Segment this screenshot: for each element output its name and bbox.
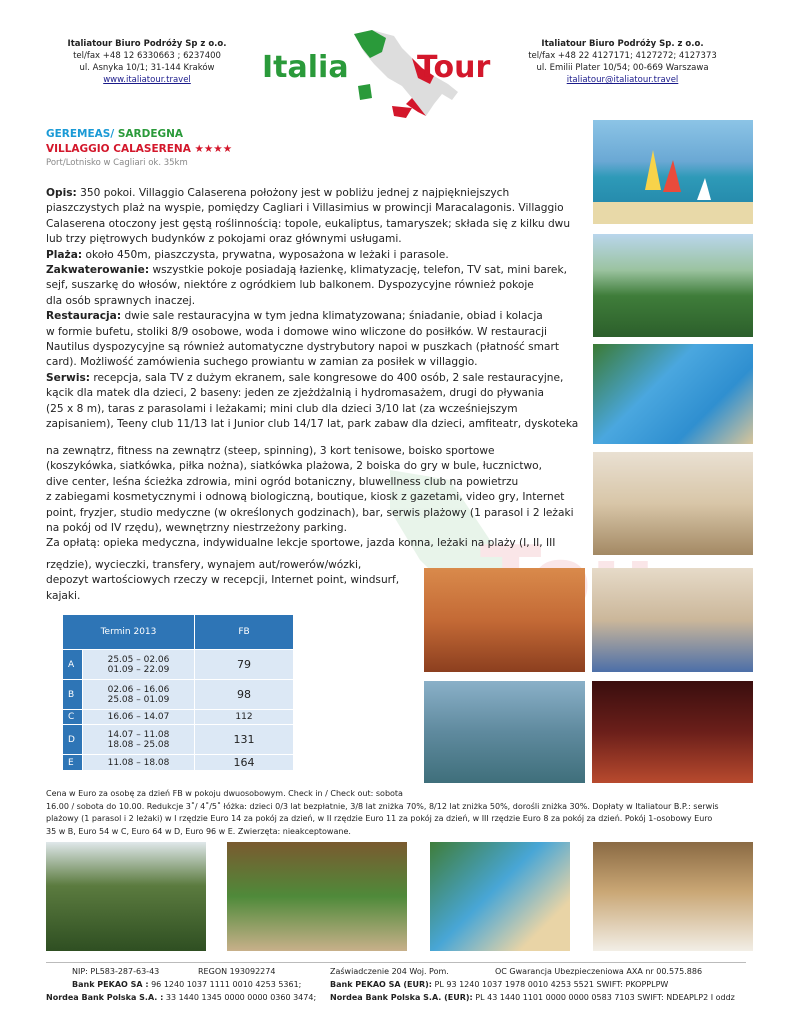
serwis-text: recepcja, sala TV z dużym ekranem, sale kongresowe do 400 osób, 2 sale restauracyjne, kącik dla matek dla dzieci, 2 baseny: jeden ze zjeżdżalnią i hydromasażem, drugi do pływania (25 x 8 m), taras z parasolami i leżakami; mini club dla dzieci 3/10 lat (za wcześniejszym zapisaniem), Teeny club 11/13 lat i Junior club 14/17 lat, park zabaw dla dzieci, amfiteatr, dyskoteka: [46, 371, 579, 431]
date-range: 02.06 – 16.06: [107, 684, 170, 695]
website-link[interactable]: www.italiatour.travel: [103, 75, 191, 85]
zakwaterowanie-label: Zakwaterowanie:: [46, 264, 150, 277]
region-sardegna: SARDEGNA: [114, 128, 184, 140]
date-range: 25.05 – 02.06: [107, 654, 170, 665]
date-range: 25.08 – 01.09: [107, 694, 170, 705]
date-range: 14.07 – 11.08: [107, 729, 170, 740]
row-label: A: [63, 650, 83, 680]
phone-warszawa: tel/fax +48 22 4127171; 4127272; 4127373: [528, 51, 717, 61]
photo-hotel-room: [592, 568, 753, 672]
address-krakow: ul. Asnyka 10/1; 31-144 Kraków: [79, 63, 215, 73]
table-row: [63, 725, 294, 755]
date-range: 01.09 – 22.09: [107, 664, 170, 675]
serwis-continued: na zewnątrz, fitness na zewnątrz (steep, spinning), 3 kort tenisowe, boisko sportowe (koszykówka, siatkówka, piłka nożna), siatkówka plażowa, 2 boiska do gry w bule, łucznictwo, dive center, leśna ścieżka zdrowia, mini ogród botaniczny, bluwellness club na powietrzu z zabiegami kosmetycznymi i odnową biologiczną, boutique, kiosk z gazetami, video gry, Internet point, fryzjer, studio medyczne (w określonych godzinach), bar, serwis plażowy (1 parasol i 2 leżaki na pokój od IV rzędu), wewnętrzny niestrzeżony parking. Za opłatą: opieka medyczna, indywidualne lekcje sportowe, jazda konna, leżaki na plaży (I, II, III: [46, 445, 574, 550]
header-left: [52, 38, 242, 86]
footer-bank1: [72, 979, 301, 991]
footer-nip: NIP: PL583-287-63-43: [72, 967, 160, 976]
company-name-warszawa: Italiatour Biuro Podróży Sp. z o.o.: [541, 39, 704, 49]
zakwaterowanie-text: wszystkie pokoje posiadają łazienkę, klimatyzację, telefon, TV sat, mini barek, sejf, suszarkę do włosów, niektóre z ogródkiem lub balkonem. Dyspozycyjne również pokoje dla osób sprawnych inaczej.: [46, 264, 567, 307]
region-geremeas: GEREMEAS/: [46, 128, 115, 140]
logo-word-tour: Tour: [417, 50, 491, 85]
photo-reception-lounge: [424, 568, 585, 672]
address-warszawa: ul. Emilii Plater 10/54; 00-669 Warszawa: [536, 63, 709, 73]
opis-text: 350 pokoi. Villaggio Calaserena położony jest w pobliżu jednej z najpiękniejszych piaszczystych plaż na wyspie, pomiędzy Cagliari i Villasimius w prowincji Maracalagonis. Villaggio Calaserena otoczony jest gęstą roślinnością: topole, eukaliptus, tamaryszek; składa się z kilku dwu lub trzy piętrowych budynków z pokojami oraz głównymi usługami.: [46, 187, 571, 246]
plaza-text: około 450m, piaszczysta, prywatna, wyposażona w leżaki i parasole.: [82, 248, 449, 261]
bank4-account: PL 43 1440 1101 0000 0000 0583 7103 SWIFT: NDEAPLP2 I oddz: [472, 993, 735, 1002]
restauracja-label: Restauracja:: [46, 310, 122, 323]
photo-swimming-pool: [593, 344, 753, 444]
restauracja-text: dwie sale restauracyjna w tym jedna klimatyzowana; śniadanie, obiad i kolacja w formie bufetu, stoliki 8/9 osobowe, woda i domowe wino wliczone do posiłków. W restauracji Nautilus dyspozycyjne są również automatyczne dystrybutory napoi w puszkach (płatność smart card). Możliwość zamówienia suchego prowiantu w zamian za posiłek w villaggio.: [46, 310, 560, 369]
bank3-label: Nordea Bank Polska S.A. :: [46, 993, 164, 1002]
bank3-account: 33 1440 1345 0000 0000 0360 3474;: [163, 993, 317, 1002]
footer-divider: [46, 962, 746, 963]
footer-bank3: [46, 992, 316, 1004]
row-price: 112: [195, 710, 294, 725]
sail-icon: [593, 120, 753, 224]
row-price: 98: [195, 680, 294, 710]
row-dates: [83, 755, 195, 771]
date-range: 18.08 – 25.08: [107, 739, 170, 750]
footer-bank2: [330, 979, 668, 991]
region-title: [46, 128, 183, 140]
hotel-name: VILLAGGIO CALASERENA ★★★★: [46, 143, 233, 155]
airport-distance: Port/Lotnisko w Cagliari ok. 35km: [46, 158, 188, 168]
photo-resort-aerial: [593, 234, 753, 337]
row-price: 164: [195, 755, 294, 771]
col-termin: Termin 2013: [63, 615, 195, 650]
bank2-label: Bank PEKAO SA (EUR):: [330, 980, 432, 989]
photo-windsurf-beach: [593, 120, 753, 224]
serwis-continued-2: rzędzie), wycieczki, transfery, wynajem aut/rowerów/wózki, depozyt wartościowych rzeczy w recepcji, Internet point, windsurf, kajaki.: [46, 559, 400, 602]
plaza-label: Plaża:: [46, 248, 83, 261]
photo-conference-hall: [424, 681, 585, 783]
email-link[interactable]: italiatour@italiatour.travel: [566, 75, 679, 85]
header-right: [520, 38, 725, 86]
footer-regon: REGON 193092274: [198, 967, 276, 976]
logo-word-italia: Italia: [262, 50, 349, 85]
row-label: E: [63, 755, 83, 771]
company-name-krakow: Italiatour Biuro Podróży Sp z o.o.: [67, 39, 227, 49]
table-row: [63, 755, 294, 771]
table-row: [63, 710, 294, 725]
row-label: B: [63, 680, 83, 710]
price-table: [62, 614, 294, 771]
serwis-label: Serwis:: [46, 371, 90, 384]
photo-pool-aerial: [430, 842, 570, 951]
bank4-label: Nordea Bank Polska S.A. (EUR):: [330, 993, 473, 1002]
photo-evening-show: [592, 681, 753, 783]
table-row: [63, 680, 294, 710]
row-price: 131: [195, 725, 294, 755]
row-label: C: [63, 710, 83, 725]
price-note: Cena w Euro za osobę za dzień FB w pokoju dwuosobowym. Check in / Check out: sobota 16.00 / sobota do 10.00. Redukcje 3˚/ 4˚/5˚ łóżka: dzieci 0/3 lat bezpłatnie, 3/8 lat zniżka 70%, 8/12 lat zniżka 50%, dorośli zniżka 30%. Dopłaty w Italiatour B.P.: serwis plażowy (1 parasol i 2 leżaki) w I rzędzie Euro 14 za pokój za dzień, w II rzędzie Euro 11 za pokój za dzień, w III rzędzie Euro 8 za pokój za dzień. Pokój 1-osobowy Euro 35 w B, Euro 54 w C, Euro 64 w D, Euro 96 w E. Zwierzęta: nieakceptowane.: [46, 789, 719, 836]
row-dates: [83, 680, 195, 710]
row-label: D: [63, 725, 83, 755]
footer-bank4: [330, 992, 735, 1004]
photo-spa-gazebo: [593, 452, 753, 555]
row-dates: [83, 725, 195, 755]
date-range: 16.06 – 14.07: [107, 712, 170, 722]
bank1-label: Bank PEKAO SA :: [72, 980, 149, 989]
opis-label: Opis:: [46, 187, 77, 199]
italiatour-logo: [262, 28, 512, 120]
footer-zaswiadczenie: Zaświadczenie 204 Woj. Pom.: [330, 967, 449, 976]
col-fb: FB: [195, 615, 294, 650]
footer-oc: OC Gwarancja Ubezpieczeniowa AXA nr 00.575.886: [495, 967, 703, 976]
photo-restaurant: [593, 842, 753, 951]
bank1-account: 96 1240 1037 1111 0010 4253 5361;: [148, 980, 302, 989]
phone-krakow: tel/fax +48 12 6330663 ; 6237400: [73, 51, 221, 61]
table-row: [63, 650, 294, 680]
photo-spinning-class: [227, 842, 407, 951]
row-price: 79: [195, 650, 294, 680]
date-range: 11.08 – 18.08: [107, 757, 170, 768]
price-table-header: [63, 615, 294, 650]
description-block: [46, 186, 591, 433]
photo-pine-forest: [46, 842, 206, 951]
row-dates: [83, 650, 195, 680]
bank2-account: PL 93 1240 1037 1978 0010 4253 5521 SWIFT: PKOPPLPW: [431, 980, 669, 989]
row-dates: [83, 710, 195, 725]
